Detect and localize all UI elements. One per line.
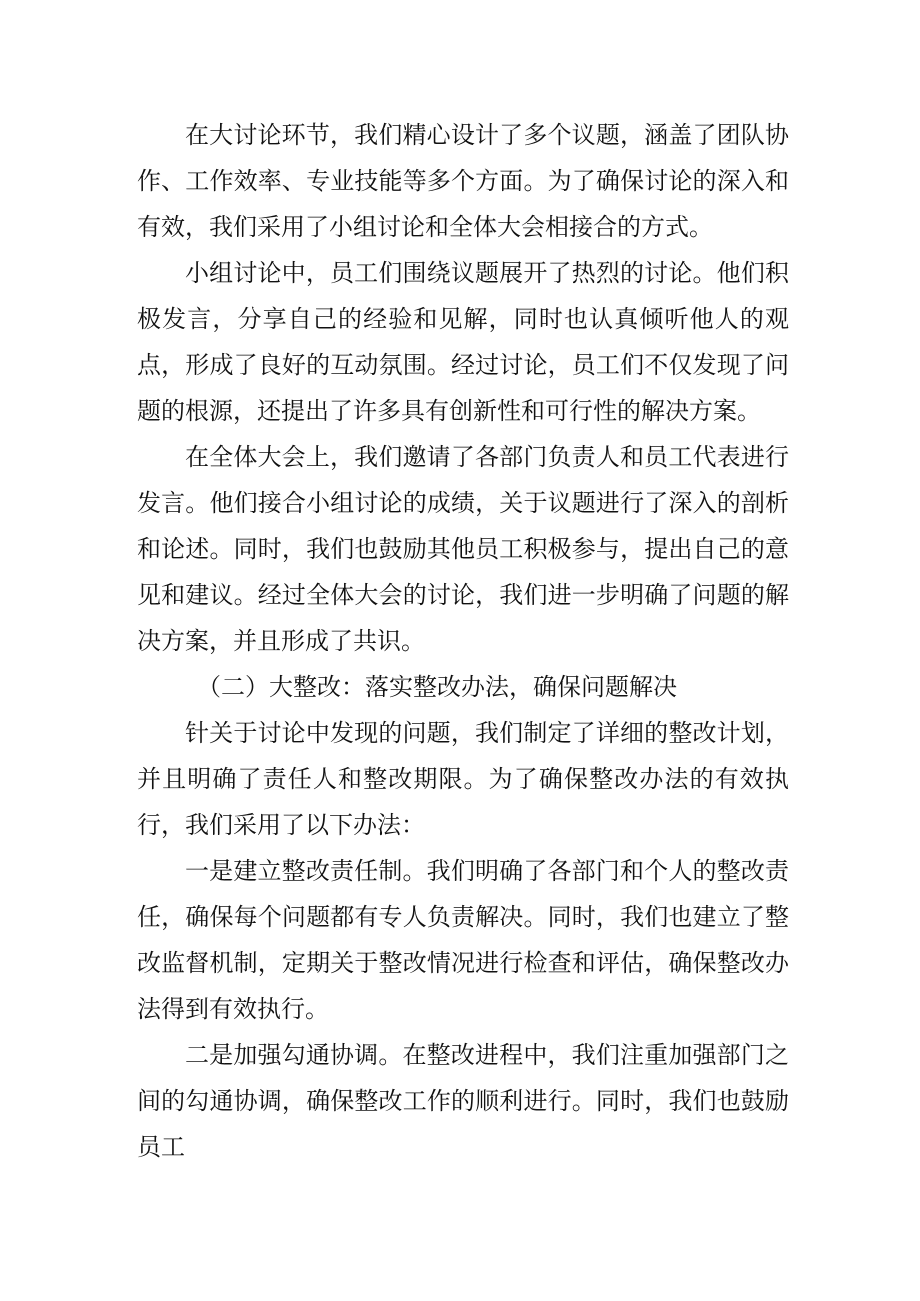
paragraph-general-assembly: 在全体大会上，我们邀请了各部门负责人和员工代表进行发言。他们接合小组讨论的成绩，关于议题进行了深入的剖析和论述。同时，我们也鼓励其他员工积极参与，提出自己的意见和建议。经过全体大会的讨论，我们进一步明确了问题的解决方案，并且形成了共识。 [137, 443, 789, 655]
section-heading: （二）大整改：落实整改办法，确保问题解决 [197, 673, 677, 701]
paragraph-communication: 二是加强勾通协调。在整改进程中，我们注重加强部门之间的勾通协调，确保整改工作的顺利进行。同时，我们也鼓励员工 [137, 1041, 789, 1161]
paragraph-group-discussion: 小组讨论中，员工们围绕议题展开了热烈的讨论。他们积极发言，分享自己的经验和见解，同时也认真倾听他人的观点，形成了良好的互动氛围。经过讨论，员工们不仅发现了问题的根源，还提出了许多具有创新性和可行性的解决方案。 [137, 259, 789, 425]
paragraph-rectification-plan: 针关于讨论中发现的问题，我们制定了详细的整改计划，并且明确了责任人和整改期限。为了确保整改办法的有效执行，我们采用了以下办法： [137, 719, 789, 839]
document-body [137, 112, 789, 1170]
paragraph-responsibility-system: 一是建立整改责任制。我们明确了各部门和个人的整改责任，确保每个问题都有专人负责解决。同时，我们也建立了整改监督机制，定期关于整改情况进行检查和评估，确保整改办法得到有效执行。 [137, 857, 789, 1023]
paragraph-discussion-topics: 在大讨论环节，我们精心设计了多个议题，涵盖了团队协作、工作效率、专业技能等多个方面。为了确保讨论的深入和有效，我们采用了小组讨论和全体大会相接合的方式。 [137, 121, 789, 241]
